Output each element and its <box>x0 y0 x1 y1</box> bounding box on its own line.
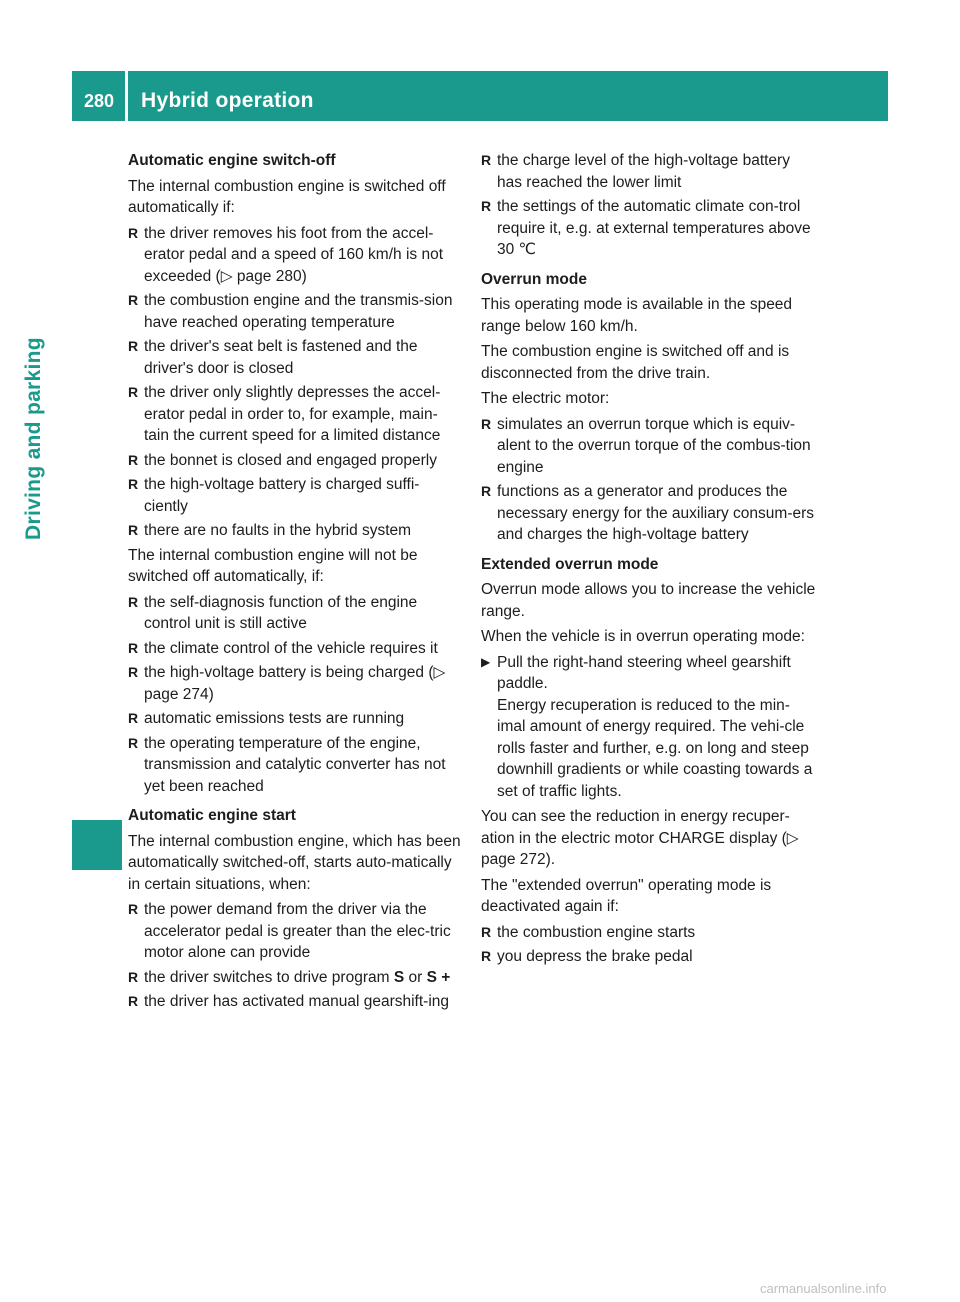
list-item <box>481 481 817 546</box>
list-item <box>128 382 462 447</box>
paragraph: The electric motor: <box>481 390 610 407</box>
bullet-icon: R <box>481 923 492 940</box>
bullet-icon: R <box>128 224 139 241</box>
list-item <box>128 638 462 660</box>
list-item <box>128 991 462 1013</box>
list-item-text: the combustion engine starts <box>497 923 696 941</box>
step-arrow-icon: ▶ <box>481 654 491 669</box>
list-item-text: the bonnet is closed and engaged properly <box>144 451 437 469</box>
bullet-icon: R <box>128 664 139 680</box>
list-item <box>128 520 462 542</box>
bullet-icon: R <box>128 710 139 726</box>
list-item-text: the driver switches to drive program <box>144 968 390 986</box>
bullet-icon: R <box>128 292 139 308</box>
bullet-icon: R <box>128 593 139 610</box>
list-item <box>128 474 462 517</box>
list-item <box>128 708 462 730</box>
list-item <box>481 922 817 944</box>
left-column <box>128 150 462 1016</box>
watermark: carmanualsonline.info <box>760 1281 887 1296</box>
header-divider <box>125 71 128 121</box>
list-item-text: the power demand from the driver via the accelerator pedal is greater than the elec-tric motor alone can provide <box>144 901 451 961</box>
heading-overrun-mode: Overrun mode <box>481 270 587 288</box>
heading-extended-overrun-mode: Extended overrun mode <box>481 555 659 573</box>
heading-automatic-engine-switch-off: Automatic engine switch-off <box>128 152 336 169</box>
bullet-icon: R <box>128 384 139 400</box>
list-item <box>128 290 462 333</box>
list-item <box>481 946 817 968</box>
bullet-icon: R <box>128 734 139 751</box>
bullet-icon: R <box>128 993 139 1009</box>
list-item <box>128 450 462 472</box>
list-item <box>128 967 462 989</box>
paragraph: The internal combustion engine will not be switched off automatically, if: <box>128 546 418 585</box>
bullet-icon: R <box>481 198 492 214</box>
step-result: Energy recuperation is reduced to the min-imal amount of energy required. The vehi-cle rolls faster and further, e.g. on long and steep downhill gradients or while coasting towards a set of traffic lights. <box>497 696 813 800</box>
drive-program-s: S <box>393 968 405 986</box>
list-item <box>481 414 817 479</box>
list-item-text: automatic emissions tests are running <box>144 710 405 727</box>
section-tab-marker <box>72 820 122 870</box>
list-item-text: simulates an overrun torque which is equiv-alent to the overrun torque of the combus-tion engine <box>497 415 811 476</box>
list-item <box>128 733 462 798</box>
list-item <box>128 662 462 705</box>
bullet-icon: R <box>128 901 139 917</box>
bullet-icon: R <box>128 639 139 656</box>
list-item-text: the driver has activated manual gearshift-ing <box>144 993 449 1010</box>
bullet-icon: R <box>128 476 139 492</box>
list-item-text: the driver's seat belt is fastened and the driver's door is closed <box>144 338 418 377</box>
page-number: 280 <box>84 91 115 111</box>
list-item-text: the driver only slightly depresses the accel-erator pedal in order to, for example, main-tain the current speed for a limited distance <box>144 384 441 444</box>
list-item-text: the operating temperature of the engine, transmission and catalytic converter has not yet been reached <box>144 734 446 795</box>
paragraph: You can see the reduction in energy recuper-ation in the electric motor CHARGE display (▷ page 272). <box>481 808 799 868</box>
bullet-icon: R <box>481 415 492 432</box>
paragraph: When the vehicle is in overrun operating mode: <box>481 628 805 645</box>
step-action: Pull the right-hand steering wheel gearshift paddle. <box>497 653 791 692</box>
paragraph: The internal combustion engine, which has been automatically switched-off, starts auto-matically in certain situations, when: <box>128 832 461 893</box>
page-header <box>72 71 888 121</box>
bullet-icon: R <box>481 152 492 168</box>
page-title: Hybrid operation <box>141 89 314 112</box>
list-item <box>481 196 817 261</box>
list-item-text: the combustion engine and the transmis-sion have reached operating temperature <box>144 292 453 331</box>
list-item-text: the settings of the automatic climate con-trol require it, e.g. at external temperatures above 30 ℃ <box>497 198 811 258</box>
list-item-text: the high-voltage battery is being charged (▷ page 274) <box>144 664 446 703</box>
list-item-text: you depress the brake pedal <box>497 948 693 965</box>
list-item <box>128 223 462 288</box>
bullet-icon: R <box>128 522 139 538</box>
list-item-text: the climate control of the vehicle requires it <box>144 639 438 657</box>
bullet-icon: R <box>481 948 492 964</box>
list-item <box>128 899 462 964</box>
heading-automatic-engine-start: Automatic engine start <box>128 807 296 824</box>
list-item-text: the charge level of the high-voltage battery has reached the lower limit <box>497 152 790 191</box>
list-item-text: or <box>408 968 423 986</box>
bullet-icon: R <box>128 338 139 354</box>
paragraph: The internal combustion engine is switched off automatically if: <box>128 177 446 216</box>
instruction-step <box>481 652 817 803</box>
list-item-text: the self-diagnosis function of the engine control unit is still active <box>144 593 418 632</box>
list-item <box>128 592 462 635</box>
list-item <box>128 336 462 379</box>
bullet-icon: R <box>481 483 492 499</box>
section-tab-label: Driving and parking <box>22 337 45 540</box>
bullet-icon: R <box>128 451 139 468</box>
paragraph: Overrun mode allows you to increase the vehicle range. <box>481 581 816 620</box>
paragraph: The combustion engine is switched off and is disconnected from the drive train. <box>481 343 790 382</box>
list-item-text: the high-voltage battery is charged suffi-ciently <box>144 476 420 515</box>
list-item-text: functions as a generator and produces the necessary energy for the auxiliary consum-ers and charges the high-voltage battery <box>497 483 815 543</box>
drive-program-s-plus: S + <box>426 968 451 986</box>
list-item-text: the driver removes his foot from the accel-erator pedal and a speed of 160 km/h is not exceeded (▷ page 280) <box>144 224 444 285</box>
list-item-text: there are no faults in the hybrid system <box>144 522 412 539</box>
paragraph: The "extended overrun" operating mode is deactivated again if: <box>481 876 772 915</box>
bullet-icon: R <box>128 968 139 985</box>
list-item <box>481 150 817 193</box>
right-column <box>481 150 817 971</box>
paragraph: This operating mode is available in the speed range below 160 km/h. <box>481 296 793 335</box>
